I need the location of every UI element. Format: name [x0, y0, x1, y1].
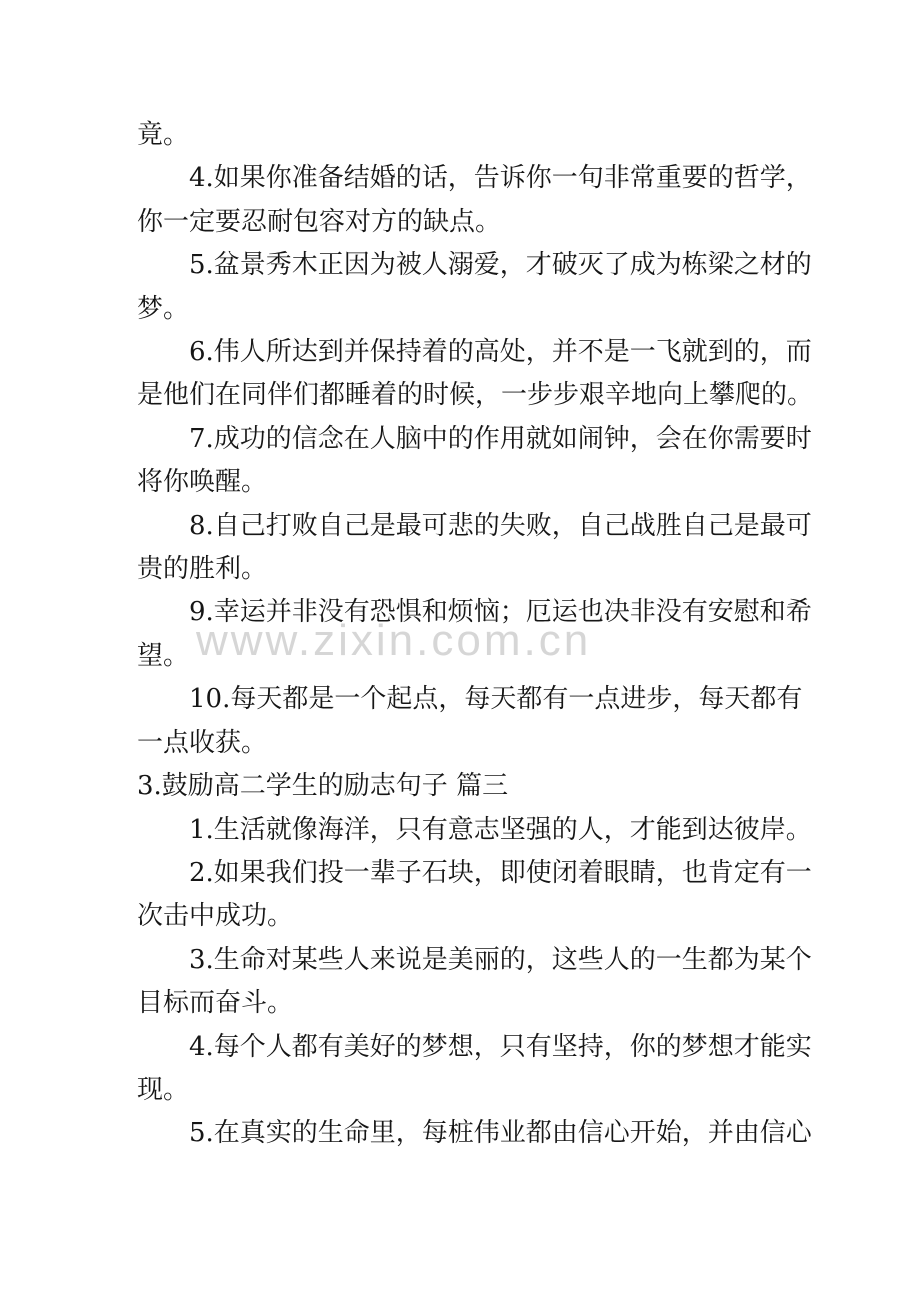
site-watermark: www.zixin.com.cn — [196, 616, 592, 665]
list-item-7 — [137, 418, 817, 505]
list-item-3b — [137, 939, 817, 1026]
list-item-2b — [137, 852, 817, 939]
text-line: 是他们在同伴们都睡着的时候，一步步艰辛地向上攀爬的。 — [137, 380, 814, 411]
list-item-6 — [137, 331, 817, 418]
text-line: 次击中成功。 — [137, 901, 294, 932]
section-heading-3 — [137, 765, 817, 808]
text-line: 5.在真实的生命里，每桩伟业都由信心开始，并由信心 — [189, 1118, 812, 1149]
paragraph-continuation — [137, 114, 817, 157]
list-item-1b — [137, 809, 817, 852]
text-line: 3.生命对某些人来说是美丽的，这些人的一生都为某个 — [189, 944, 812, 975]
list-item-8 — [137, 505, 817, 592]
text-line: 1.生活就像海洋，只有意志坚强的人，才能到达彼岸。 — [189, 814, 812, 845]
text-line: 现。 — [137, 1074, 190, 1105]
text-line: 竟。 — [137, 120, 190, 150]
section-heading-text: 3.鼓励高二学生的励志句子 篇三 — [137, 771, 509, 802]
text-line: 4.每个人都有美好的梦想，只有坚持，你的梦想才能实 — [189, 1031, 812, 1062]
text-line: 贵的胜利。 — [137, 554, 268, 585]
text-line: 你一定要忍耐包容对方的缺点。 — [137, 206, 502, 237]
text-line: 梦。 — [137, 293, 190, 324]
text-line: 8.自己打败自己是最可悲的失败，自己战胜自己是最可 — [189, 510, 812, 541]
text-line: 5.盆景秀木正因为被人溺爱，才破灭了成为栋梁之材的 — [189, 250, 812, 281]
text-line: 7.成功的信念在人脑中的作用就如闹钟，会在你需要时 — [189, 423, 812, 454]
list-item-4b — [137, 1026, 817, 1113]
text-line: 4.如果你准备结婚的话，告诉你一句非常重要的哲学， — [189, 163, 812, 194]
document-text-body — [137, 114, 817, 1156]
text-line: 目标而奋斗。 — [137, 988, 294, 1019]
list-item-9 — [137, 591, 817, 678]
list-item-4 — [137, 157, 817, 244]
text-line: 一点收获。 — [137, 727, 268, 758]
list-item-5 — [137, 244, 817, 331]
text-line: 9.幸运并非没有恐惧和烦恼；厄运也决非没有安慰和希 — [189, 597, 812, 628]
text-line: 望。 — [137, 640, 190, 671]
list-item-10 — [137, 678, 817, 765]
list-item-5b — [137, 1112, 817, 1155]
text-line: 6.伟人所达到并保持着的高处，并不是一飞就到的，而 — [189, 337, 812, 368]
text-line: 10.每天都是一个起点，每天都有一点进步，每天都有 — [189, 684, 803, 715]
text-line: 2.如果我们投一辈子石块，即使闭着眼睛，也肯定有一 — [189, 857, 812, 888]
text-line: 将你唤醒。 — [137, 467, 268, 498]
